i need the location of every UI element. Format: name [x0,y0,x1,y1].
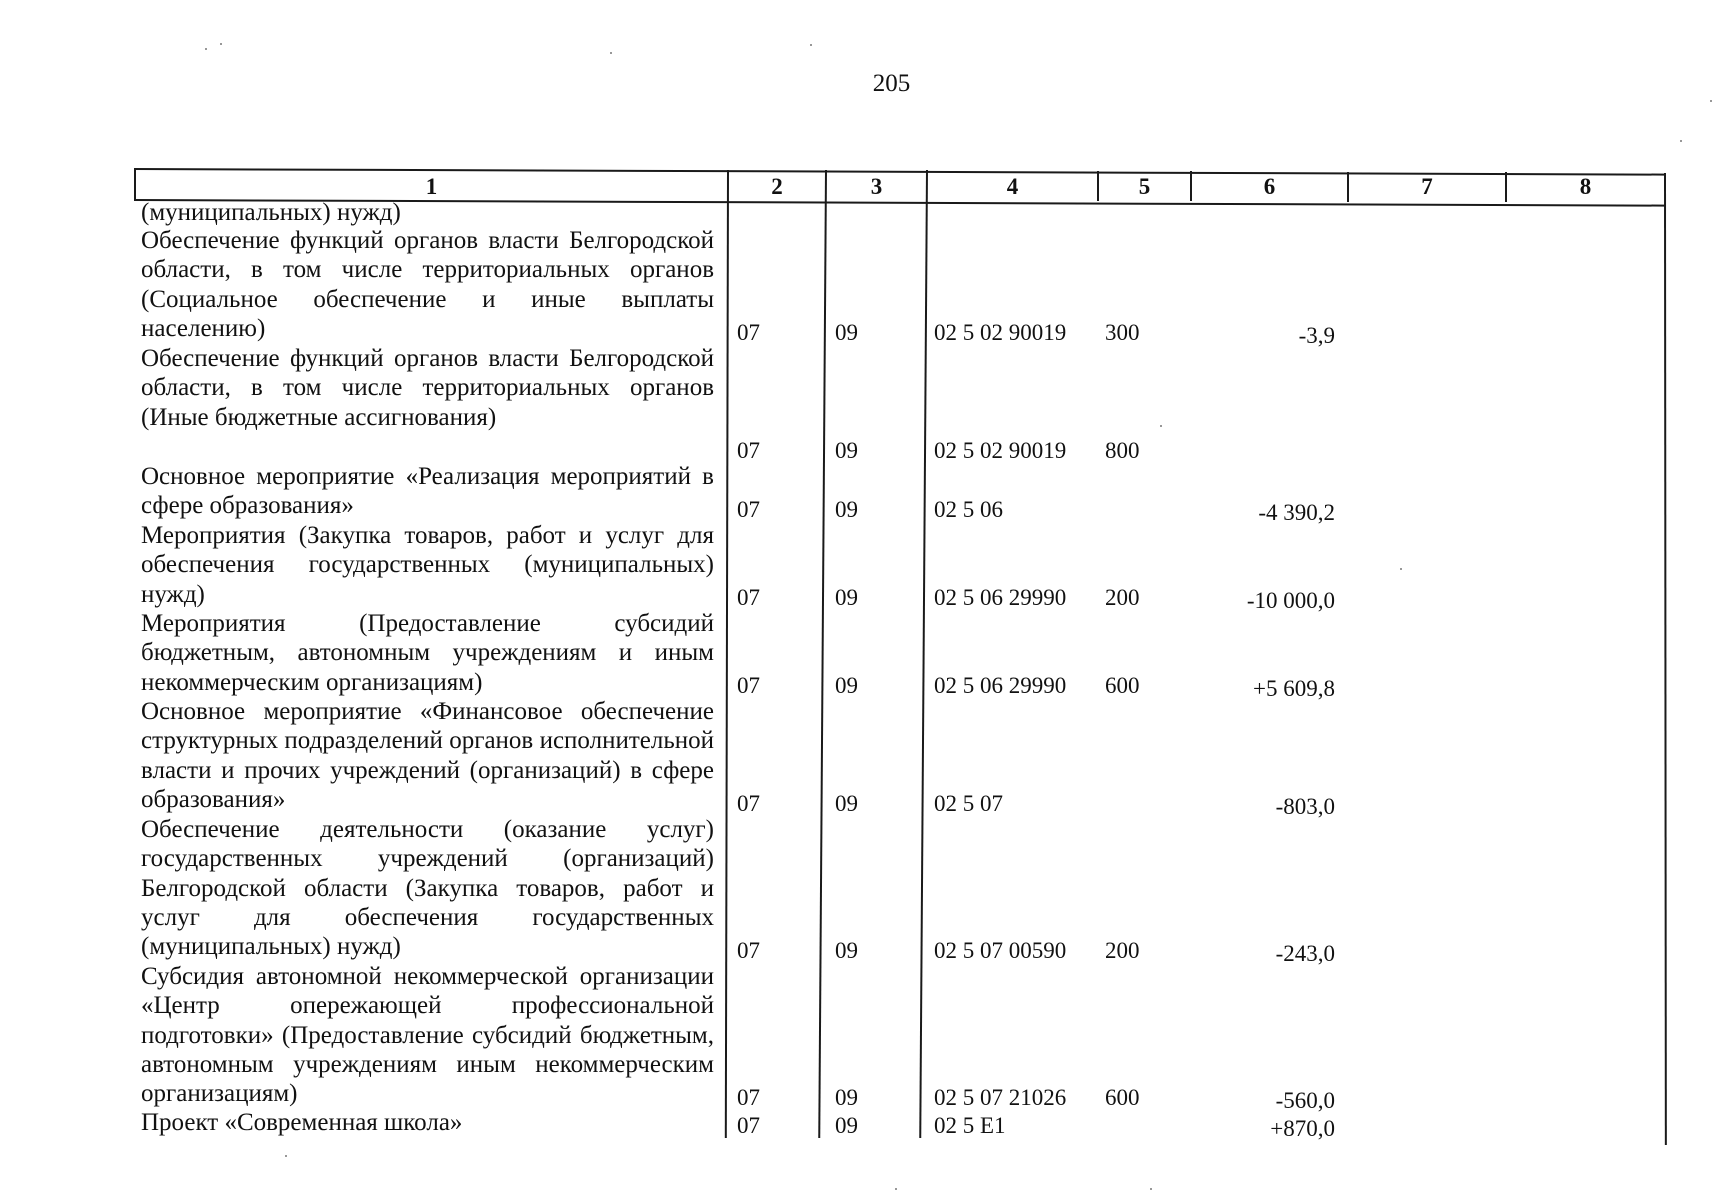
page-number: 205 [872,70,911,97]
row-amount: -3,9 [1298,323,1335,348]
row-description: Основное мероприятие «Финансовое обеспечение структурных подразделений органов исполнительной власти и прочих учреждений (организаций) в сфере образования» [141,698,714,813]
row-target-code: 02 5 06 29990 [934,585,1067,610]
scan-speck [1160,425,1162,427]
scan-speck [1710,100,1712,102]
row-amount: -243,0 [1275,941,1335,966]
row-subsection-code: 09 [835,673,858,698]
row-amount: -10 000,0 [1246,588,1335,613]
column-header-7: 7 [1421,174,1433,199]
divider-col-1-2 [725,170,729,1138]
column-header-2: 2 [771,174,783,199]
scan-speck [1150,1188,1152,1190]
scan-speck [220,43,222,45]
scan-speck [610,52,612,54]
column-header-8: 8 [1579,174,1592,199]
row-subsection-code: 09 [835,320,858,345]
row-target-code: 02 5 06 29990 [934,673,1067,698]
row-description: Мероприятия (Закупка товаров, работ и услуг для обеспечения государственных (муниципальных) нужд) [141,522,714,608]
row-subsection-code: 09 [835,791,858,816]
scan-speck [895,1188,897,1190]
row-description: Обеспечение функций органов власти Белгородской области, в том числе территориальных органов (Социальное обеспечение и иные выплаты населению) [141,227,714,342]
table-right-border [1664,173,1667,1145]
row-section-code: 07 [737,791,760,816]
row-description: (муниципальных) нужд) [141,199,401,226]
row-section-code: 07 [737,497,760,522]
row-subsection-code: 09 [835,1085,858,1110]
row-expense-type: 200 [1105,938,1140,963]
column-header-5: 5 [1138,174,1151,199]
scan-speck [1680,140,1682,142]
column-header-4: 4 [1006,174,1019,199]
row-target-code: 02 5 E1 [934,1113,1006,1138]
row-description: Мероприятия (Предоставление субсидий бюджетным, автономным учреждениям и иным некоммерческим организациям) [141,610,714,696]
divider-col-2-3 [818,170,827,1138]
row-subsection-code: 09 [835,497,858,522]
row-description: Субсидия автономной некоммерческой организации «Центр опережающей профессиональной подготовки» (Предоставление субсидий бюджетным, автономным учреждениям иным некоммерческим организациям) [141,963,714,1108]
row-section-code: 07 [737,320,760,345]
row-subsection-code: 09 [835,438,858,463]
row-amount: -4 390,2 [1258,500,1335,525]
scan-speck [1400,568,1402,570]
row-expense-type: 600 [1105,673,1140,698]
row-section-code: 07 [737,438,760,463]
row-amount: -803,0 [1275,794,1335,819]
scan-speck [810,44,812,46]
row-section-code: 07 [737,1113,760,1138]
row-section-code: 07 [737,585,760,610]
row-expense-type: 800 [1105,438,1140,463]
column-header-6: 6 [1263,174,1276,199]
column-header-1: 1 [425,174,438,199]
row-description: Обеспечение функций органов власти Белгородской области, в том числе территориальных органов (Иные бюджетные ассигнования) [141,345,714,431]
row-section-code: 07 [737,1085,760,1110]
row-subsection-code: 09 [835,938,858,963]
row-target-code: 02 5 07 21026 [934,1085,1067,1110]
row-expense-type: 600 [1105,1085,1140,1110]
row-target-code: 02 5 06 [934,497,1003,522]
scan-speck [285,1155,287,1157]
row-section-code: 07 [737,938,760,963]
row-description: Проект «Современная школа» [141,1109,463,1136]
row-target-code: 02 5 02 90019 [934,438,1067,463]
row-target-code: 02 5 07 00590 [934,938,1067,963]
row-amount: -560,0 [1275,1088,1335,1113]
divider-col-3-4 [919,170,928,1138]
column-header-3: 3 [870,174,883,199]
row-expense-type: 300 [1105,320,1140,345]
scan-speck [205,48,207,50]
row-amount: +5 609,8 [1253,676,1335,701]
row-subsection-code: 09 [835,585,858,610]
row-target-code: 02 5 07 [934,791,1003,816]
row-description: Обеспечение деятельности (оказание услуг) государственных учреждений (организаций) Белгородской области (Закупка товаров, работ и услуг для обеспечения государственных (муниципальных) нужд) [141,816,714,961]
row-expense-type: 200 [1105,585,1140,610]
row-target-code: 02 5 02 90019 [934,320,1067,345]
row-subsection-code: 09 [835,1113,858,1138]
row-description: Основное мероприятие «Реализация мероприятий в сфере образования» [141,463,714,520]
row-section-code: 07 [737,673,760,698]
row-amount: +870,0 [1270,1116,1335,1141]
